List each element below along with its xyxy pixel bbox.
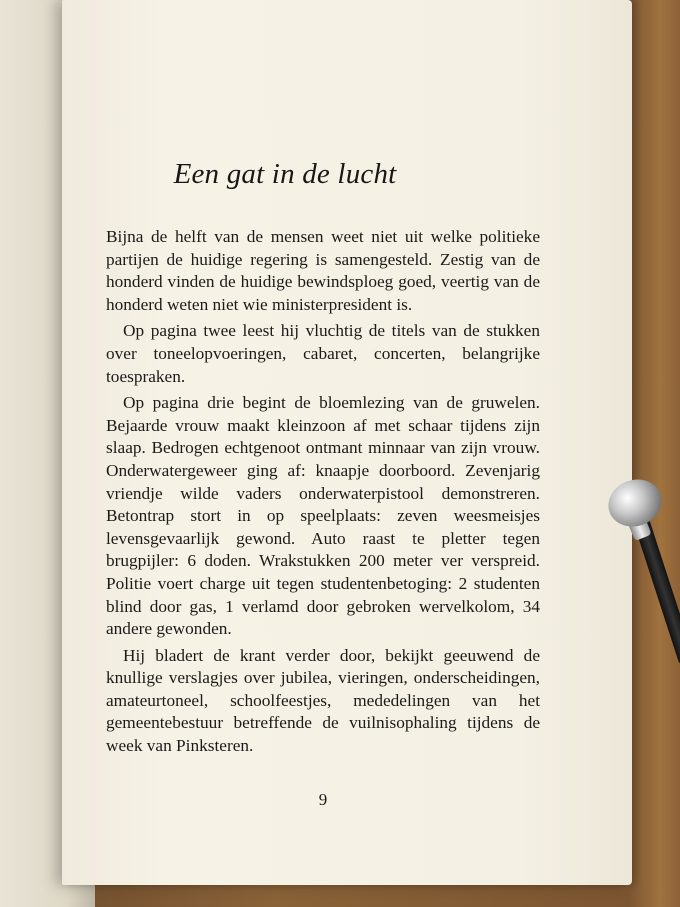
- bleed-through-text: [4, 80, 24, 340]
- paragraph-2: Op pagina twee leest hij vluchtig de titels van de stukken over toneelopvoeringen, cabaret, concerten, belangrijke toespraken.: [106, 321, 540, 386]
- paragraph-1: Bijna de helft van de mensen weet niet uit welke politieke partijen de huidige regering is samengesteld. Zestig van de honderd vinden de huidige bewindsploeg goed, veertig van de honderd weten niet wie ministerpresident is.: [106, 227, 540, 314]
- chapter-body: [106, 226, 540, 762]
- wooden-table: [630, 0, 680, 907]
- paragraph-3: Op pagina drie begint de bloemlezing van de gruwelen. Bejaarde vrouw maakt kleinzoon af met schaar tijdens zijn slaap. Bedrogen echtgenoot ontmant minnaar van zijn vrouw. Onderwatergeweer ging af: knaapje doorboord. Zevenjarig vriendje wilde vaders onderwaterpistool demonstreren. Betontrap stort in op speelplaats: zeven weesmeisjes levensgevaarlijk gewond. Auto raast te pletter tegen brugpijler: 6 doden. Wrakstukken 200 meter ver verspreid. Politie voert charge uit tegen studentenbetoging: 2 studenten blind door gas, 1 verlamd door gebroken wervelkolom, 34 andere gewonden.: [106, 393, 540, 639]
- chapter-title: Een gat in de lucht: [173, 158, 397, 190]
- page-number: 9: [318, 790, 328, 809]
- paragraph-4: Hij bladert de krant verder door, bekijkt geeuwend de knullige verslagjes over jubilea, vieringen, onderscheidingen, amateurtoneel, schoolfeestjes, mededelingen van het gemeentebestuur betreffende de vuilnisophaling tijdens de week van Pinksteren.: [106, 645, 540, 756]
